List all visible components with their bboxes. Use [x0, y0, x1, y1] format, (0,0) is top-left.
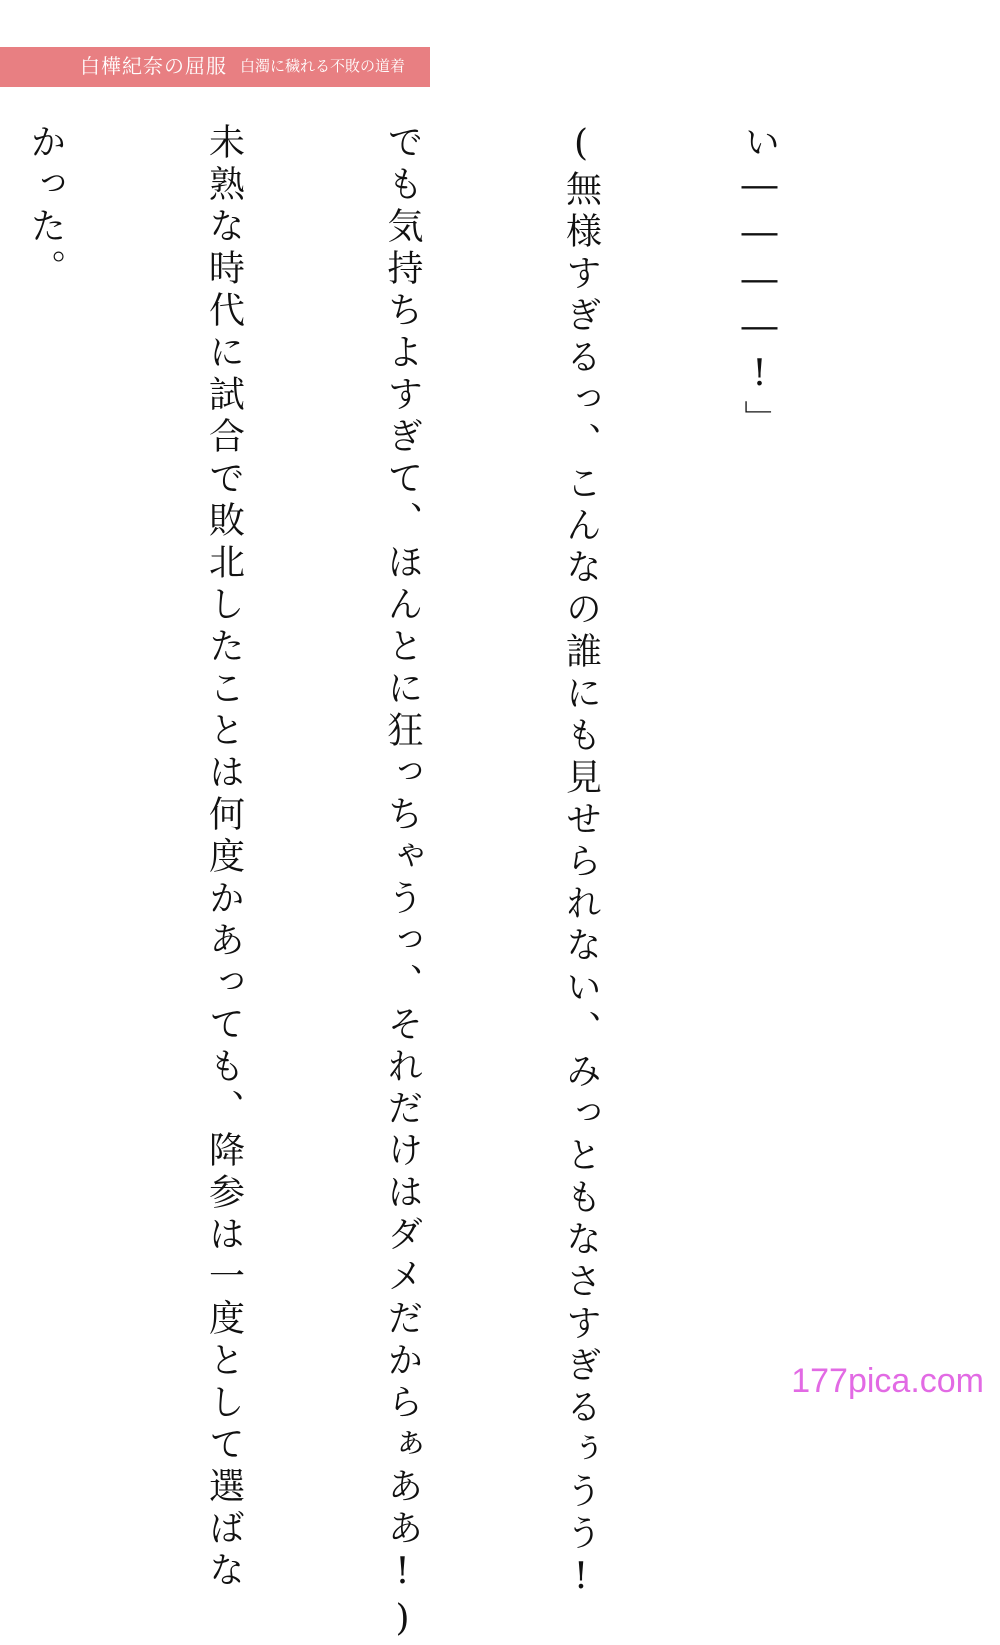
text-line: い――――!」: [739, 123, 780, 442]
text-line: 未熟な時代に試合で敗北したことは何度かあっても、降参は一度として選ばな: [203, 123, 245, 1593]
text-line: (無様すぎるっ、こんなの誰にも見せられない、みっともなさすぎるぅうう!: [560, 123, 602, 1603]
text-line: でも気持ちよすぎて、ほんとに狂っちゃうっ、それだけはダメだからぁああ!): [382, 123, 423, 1645]
text-line: かった。: [25, 123, 66, 291]
site-watermark: 177pica.com: [791, 1362, 984, 1400]
book-title: 白樺紀奈の屈服: [80, 54, 227, 78]
chapter-subtitle: 白濁に穢れる不敗の道着: [240, 57, 406, 75]
